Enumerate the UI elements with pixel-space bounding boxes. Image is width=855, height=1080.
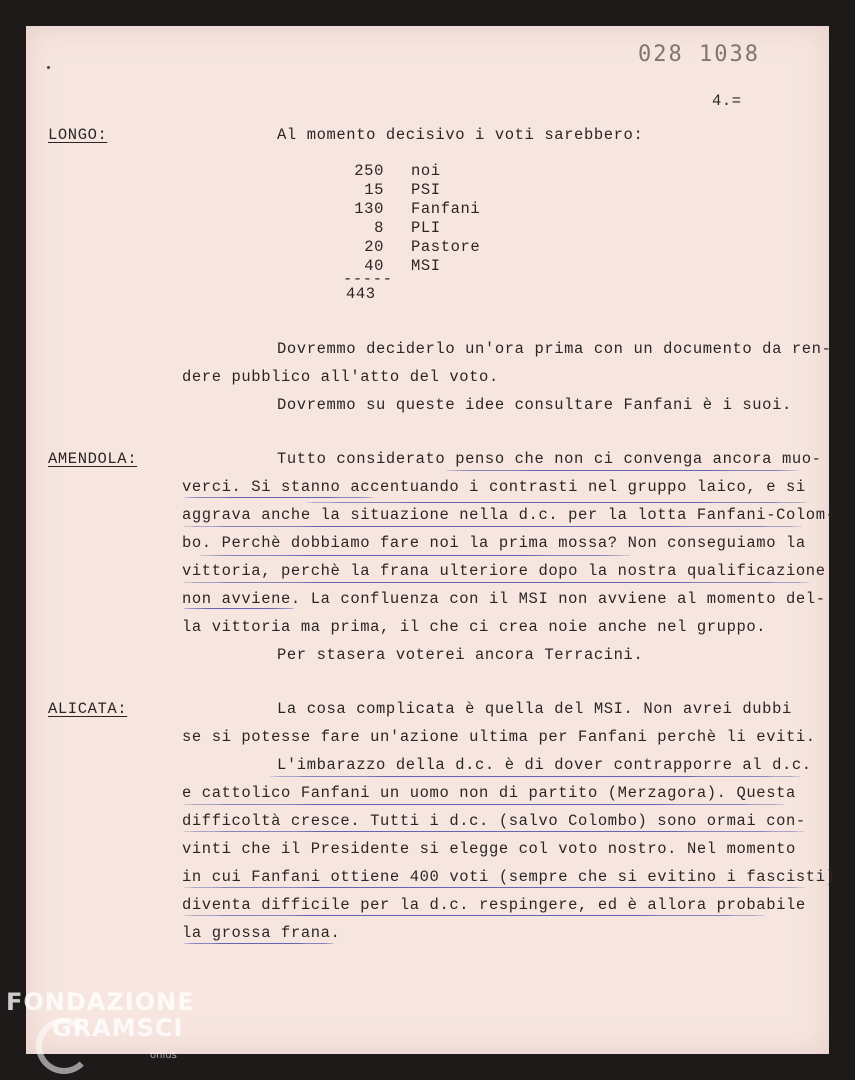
pen-underline	[184, 831, 804, 832]
vote-count: 15	[364, 181, 384, 199]
vote-party: MSI	[411, 257, 441, 275]
body-line: Per stasera voterei ancora Terracini.	[277, 646, 644, 664]
pen-underline	[306, 502, 806, 503]
archive-number: 028 1038	[638, 42, 760, 67]
pen-underline	[184, 497, 374, 498]
body-line: La cosa complicata è quella del MSI. Non avrei dubbi	[277, 700, 792, 718]
pen-underline	[184, 526, 802, 527]
body-line: bo. Perchè dobbiamo fare noi la prima mossa? Non conseguiamo la	[182, 534, 806, 552]
vote-party: Fanfani	[411, 200, 481, 218]
body-line: la vittoria ma prima, il che ci crea noie anche nel gruppo.	[182, 618, 767, 636]
pen-underline	[184, 943, 334, 944]
pen-underline	[184, 915, 764, 916]
watermark-line3: onlus	[150, 1050, 177, 1061]
body-line: Dovremmo su queste idee consultare Fanfani è i suoi.	[277, 396, 792, 414]
body-line: verci. Si stanno accentuando i contrasti nel gruppo laico, e si	[182, 478, 806, 496]
vote-count: 130	[354, 200, 384, 218]
body-line: la grossa frana.	[182, 924, 341, 942]
longo-intro: Al momento decisivo i voti sarebbero:	[277, 126, 644, 144]
body-line: difficoltà cresce. Tutti i d.c. (salvo Colombo) sono ormai con-	[182, 812, 806, 830]
body-line: se si potesse fare un'azione ultima per Fanfani perchè li eviti.	[182, 728, 816, 746]
watermark-line1: FONDAZIONE	[6, 988, 195, 1016]
paper-mark	[47, 66, 50, 69]
speaker-amendola: AMENDOLA:	[48, 450, 138, 468]
body-line: diventa difficile per la d.c. respingere, ed è allora probabile	[182, 896, 806, 914]
body-line: Tutto considerato penso che non ci convenga ancora muo-	[277, 450, 822, 468]
body-line: L'imbarazzo della d.c. è di dover contrapporre al d.c.	[277, 756, 812, 774]
vote-count: 20	[364, 238, 384, 256]
body-line: vinti che il Presidente si elegge col voto nostro. Nel momento	[182, 840, 796, 858]
body-line: in cui Fanfani ottiene 400 voti (sempre che si evitino i fascisti)	[182, 868, 836, 886]
body-line: vittoria, perchè la frana ulteriore dopo la nostra qualificazione	[182, 562, 826, 580]
watermark-line2: GRAMSCI	[52, 1014, 184, 1042]
sum-rule: -----	[343, 270, 393, 288]
vote-total: 443	[346, 285, 376, 303]
pen-underline	[184, 804, 784, 805]
pen-underline	[270, 776, 800, 777]
speaker-longo: LONGO:	[48, 126, 108, 144]
body-line: non avviene. La confluenza con il MSI non avviene al momento del-	[182, 590, 826, 608]
vote-party: PLI	[411, 219, 441, 237]
body-line: e cattolico Fanfani un uomo non di partito (Merzagora). Questa	[182, 784, 796, 802]
vote-party: PSI	[411, 181, 441, 199]
page-number: 4.=	[712, 92, 742, 110]
pen-underline	[200, 555, 630, 556]
body-line: Dovremmo deciderlo un'ora prima con un documento da ren-	[277, 340, 832, 358]
vote-party: noi	[411, 162, 441, 180]
vote-party: Pastore	[411, 238, 481, 256]
body-line: aggrava anche la situazione nella d.c. per la lotta Fanfani-Colom-	[182, 506, 836, 524]
body-line: dere pubblico all'atto del voto.	[182, 368, 499, 386]
pen-underline	[184, 608, 294, 609]
pen-underline	[446, 470, 798, 471]
speaker-alicata: ALICATA:	[48, 700, 128, 718]
vote-count: 40	[364, 257, 384, 275]
pen-underline	[184, 887, 804, 888]
vote-count: 250	[354, 162, 384, 180]
vote-count: 8	[374, 219, 384, 237]
pen-underline	[184, 582, 809, 583]
